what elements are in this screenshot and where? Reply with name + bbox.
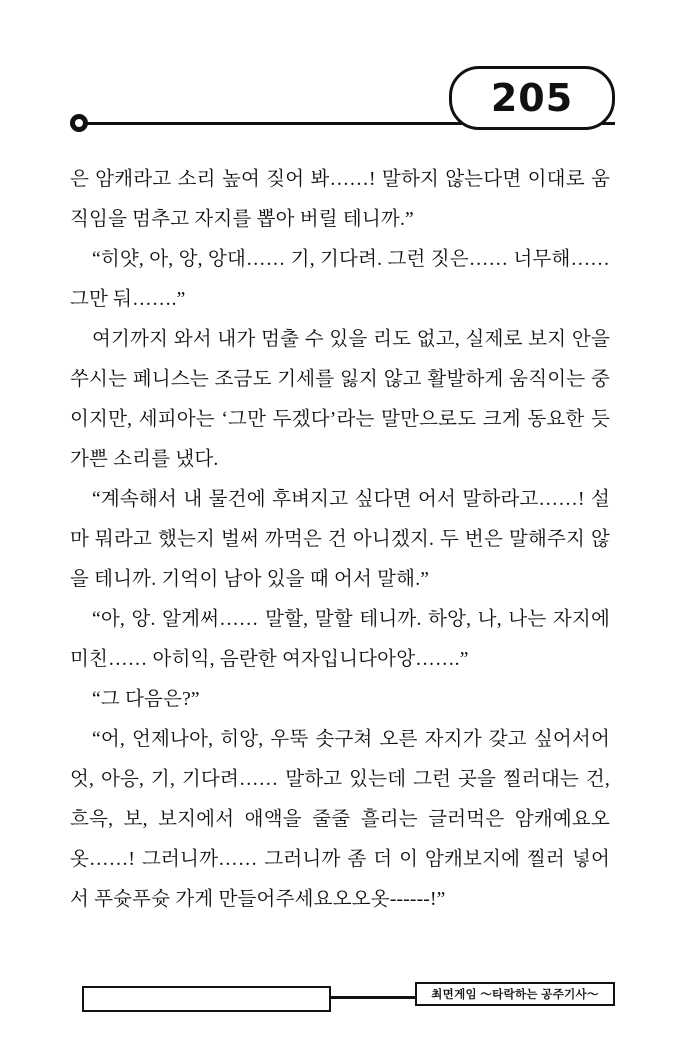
page-header [0, 66, 677, 146]
footer-title: 최면게임 ～타락하는 공주기사～ [431, 989, 599, 1001]
page-number-badge [449, 66, 615, 130]
paragraph: “아, 앙. 알게써…… 말할, 말할 테니까. 하앙, 나, 나는 자지에 미친…… 아히익, 음란한 여자입니다아앙…….” [70, 609, 610, 670]
footer-title-badge [415, 982, 615, 1006]
paragraph: “히얏, 아, 앙, 앙대…… 기, 기다려. 그런 짓은…… 너무해…… 그만 둬…….” [70, 249, 610, 310]
page-body [70, 160, 610, 920]
page-number: 205 [490, 76, 574, 120]
paragraph: “계속해서 내 물건에 후벼지고 싶다면 어서 말하라고……! 설마 뭐라고 했는지 벌써 까먹은 건 아니겠지. 두 번은 말해주지 않을 테니까. 기억이 남아 있을 때 어서 말해.” [70, 489, 610, 590]
paragraph: 여기까지 와서 내가 멈출 수 있을 리도 없고, 실제로 보지 안을 쑤시는 페니스는 조금도 기세를 잃지 않고 활발하게 움직이는 중이지만, 세피아는 ‘그만 두겠다’라는 말만으로도 크게 동요한 듯 가쁜 소리를 냈다. [70, 329, 610, 470]
paragraph: “그 다음은?” [92, 689, 200, 710]
paragraph: “어, 언제나아, 히앙, 우뚝 솟구쳐 오른 자지가 갖고 싶어서어엇, 아응, 기, 기다려…… 말하고 있는데 그런 곳을 찔러대는 건, 흐윽, 보, 보지에서 애액을 줄줄 흘리는 글러먹은 암캐예요오옷……! 그러니까…… 그러니까 좀 더 이 암캐보지에 찔러 넣어서 푸슛푸슛 가게 만들어주세요오오옷------!” [70, 729, 610, 910]
paragraph: 은 암캐라고 소리 높여 짖어 봐……! 말하지 않는다면 이대로 움직임을 멈추고 자지를 뽑아 버릴 테니까.” [70, 169, 610, 230]
footer-left-box [82, 986, 331, 1012]
page-footer [0, 982, 677, 1016]
header-bullet-dot-icon [70, 114, 88, 132]
